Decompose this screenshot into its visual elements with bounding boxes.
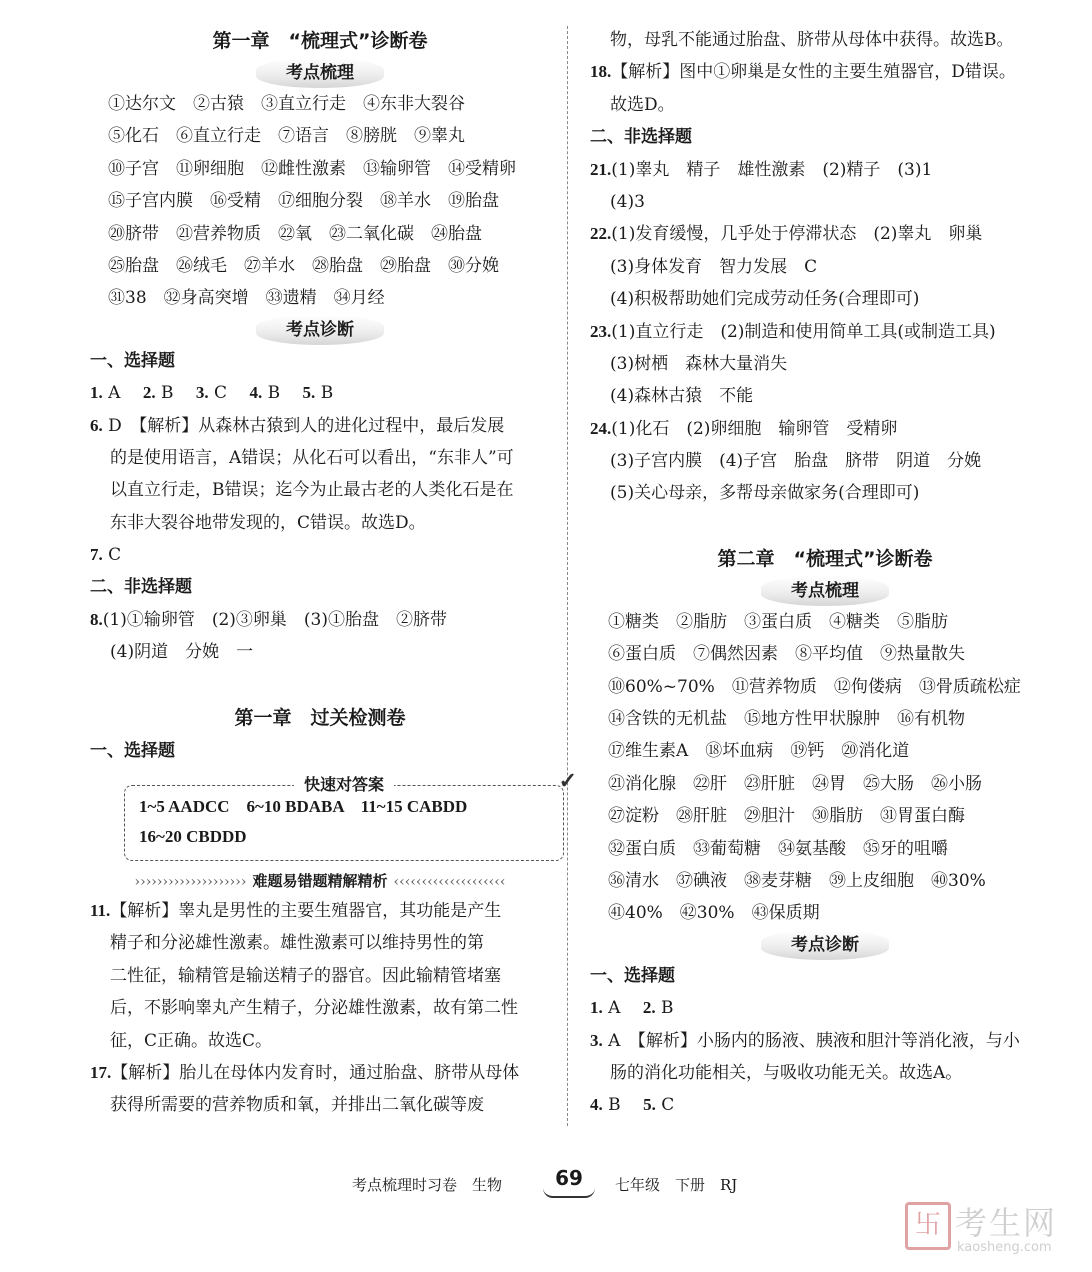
q8-line: (4)阴道 分娩 一	[110, 642, 254, 663]
q11-line: 征，C正确。故选C。	[110, 1030, 273, 1051]
q23-line: 23.(1)直立行走 (2)制造和使用简单工具(或制造工具)	[590, 321, 996, 342]
watermark	[905, 1198, 1075, 1262]
q21-line: 21.(1)睾丸 精子 雄性激素 (2)精子 (3)1	[590, 159, 933, 180]
kp-line: ㉑消化腺 ㉒肝 ㉓肝脏 ㉔胃 ㉕大肠 ㉖小肠	[608, 773, 982, 794]
q24-line: (3)子宫内膜 (4)子宫 胎盘 脐带 阴道 分娩	[610, 451, 982, 472]
kp-line: ㊶40% ㊷30% ㊸保质期	[608, 903, 820, 924]
q3-line: 肠的消化功能相关，与吸收功能无关。故选A。	[610, 1062, 963, 1083]
kp-line: ㉛38 ㉜身高突增 ㉝遗精 ㉞月经	[108, 288, 385, 309]
quick-answers-title: 快速对答案	[294, 772, 394, 795]
q6-line: 6. D 【解析】从森林古猿到人的进化过程中，最后发展	[90, 415, 505, 436]
diag-banner: 考点诊断	[590, 930, 1060, 960]
kp-line: ⑥蛋白质 ⑦偶然因素 ⑧平均值 ⑨热量散失	[608, 644, 965, 665]
q21-line: (4)3	[610, 191, 645, 212]
chapter1-test-title: 第一章 过关检测卷	[234, 706, 406, 729]
q22-line: (4)积极帮助她们完成劳动任务(合理即可)	[610, 289, 920, 310]
right-column	[590, 24, 1060, 1122]
q11-line: 精子和分泌雄性激素。雄性激素可以维持男性的第	[110, 933, 484, 954]
arrows-right-icon: ‹‹‹‹‹‹‹‹‹‹‹‹‹‹‹‹‹‹‹‹	[393, 874, 506, 891]
q17-line: 获得所需要的营养物质和氧，并排出二氧化碳等废	[110, 1095, 484, 1116]
left-column	[90, 24, 577, 1122]
section-heading: 一、选择题	[590, 965, 675, 986]
q7-line: 7. C	[90, 545, 122, 566]
footer-right: 七年级 下册 RJ	[615, 1176, 738, 1194]
q24-line: (5)关心母亲，多帮母亲做家务(合理即可)	[610, 483, 920, 504]
kp-line: ①糖类 ②脂肪 ③蛋白质 ④糖类 ⑤脂肪	[608, 611, 948, 632]
answers-1-2: 1. A 2. B	[590, 998, 674, 1019]
analysis-header	[90, 867, 550, 895]
quick-answers-box	[124, 768, 577, 861]
watermark-name: 考生网	[955, 1204, 1058, 1242]
kp-line: ⑩60%~70% ⑪营养物质 ⑫佝偻病 ⑬骨质疏松症	[608, 676, 1021, 697]
checkmark-icon: ✓	[558, 768, 577, 794]
chapter1-diagnostic-title: 第一章 “梳理式”诊断卷	[212, 30, 428, 52]
q23-line: (3)树栖 森林大量消失	[610, 353, 788, 374]
kp-line: ⑳脐带 ㉑营养物质 ㉒氧 ㉓二氧化碳 ㉔胎盘	[108, 223, 482, 244]
q8-line: 8.(1)①输卵管 (2)③卵巢 (3)①胎盘 ②脐带	[90, 609, 447, 630]
q11-line: 二性征，输精管是输送精子的器官。因此输精管堵塞	[110, 965, 501, 986]
q11-line: 后，不影响睾丸产生精子，分泌雄性激素，故有第二性	[110, 998, 518, 1019]
kp-line: ⑮子宫内膜 ⑯受精 ⑰细胞分裂 ⑱羊水 ⑲胎盘	[108, 191, 499, 212]
answers-1-5: 1. A 2. B 3. C 4. B 5. B	[90, 383, 334, 404]
q3-line: 3. A 【解析】小肠内的肠液、胰液和胆汁等消化液，与小	[590, 1030, 1020, 1051]
quick-answers-line: 16~20 CBDDD	[139, 827, 247, 847]
kp-line: ㉜蛋白质 ㉝葡萄糖 ㉞氨基酸 ㉟牙的咀嚼	[608, 838, 948, 859]
kp-line: ⑰维生素A ⑱坏血病 ⑲钙 ⑳消化道	[608, 741, 910, 762]
chapter2-diagnostic-title: 第二章 “梳理式”诊断卷	[717, 547, 933, 570]
kp-line: ㊱清水 ㊲碘液 ㊳麦芽糖 ㊴上皮细胞 ㊵30%	[608, 870, 986, 891]
kp-line: ⑤化石 ⑥直立行走 ⑦语言 ⑧膀胱 ⑨睾丸	[108, 126, 465, 147]
footer-left: 考点梳理时习卷 生物	[352, 1176, 503, 1194]
section-heading: 一、选择题	[90, 350, 175, 371]
q17-line: 17.【解析】胎儿在母体内发育时，通过胎盘、脐带从母体	[90, 1062, 520, 1083]
page-number: 69	[543, 1166, 595, 1198]
q24-line: 24.(1)化石 (2)卵细胞 输卵管 受精卵	[590, 418, 898, 439]
watermark-logo-icon: 卐	[905, 1202, 951, 1250]
q17-line: 物，母乳不能通过胎盘、脐带从母体中获得。故选B。	[610, 30, 1014, 50]
analysis-title: 难题易错题精解精析	[252, 872, 388, 891]
diag-banner: 考点诊断	[90, 315, 550, 345]
kp-line: ①达尔文 ②古猿 ③直立行走 ④东非大裂谷	[108, 94, 465, 114]
q6-line: 以直立行走，B错误；迄今为止最古老的人类化石是在	[110, 480, 514, 501]
answers-4-5: 4. B 5. C	[590, 1095, 675, 1116]
kp-line: ㉗淀粉 ㉘肝脏 ㉙胆汁 ㉚脂肪 ㉛胃蛋白酶	[608, 806, 965, 827]
q22-line: 22.(1)发育缓慢，几乎处于停滞状态 (2)睾丸 卵巢	[590, 224, 983, 245]
kp-line: ⑩子宫 ⑪卵细胞 ⑫雌性激素 ⑬输卵管 ⑭受精卵	[108, 158, 516, 179]
section-heading: 一、选择题	[90, 740, 175, 761]
section-heading: 二、非选择题	[90, 577, 192, 598]
kp-banner: 考点梳理	[590, 576, 1060, 606]
q22-line: (3)身体发育 智力发展 C	[610, 256, 818, 277]
kp-banner: 考点梳理	[90, 58, 550, 88]
q18-line: 18.【解析】图中①卵巢是女性的主要生殖器官，D错误。	[590, 62, 1016, 83]
q11-line: 11.【解析】睾丸是男性的主要生殖器官，其功能是产生	[90, 901, 502, 922]
column-divider	[567, 26, 568, 1126]
watermark-url: kaosheng.com	[957, 1240, 1052, 1255]
q6-line: 的是使用语言，A错误；从化石可以看出，“东非人”可	[110, 447, 514, 468]
q23-line: (4)森林古猿 不能	[610, 386, 754, 407]
section-heading: 二、非选择题	[590, 127, 692, 148]
quick-answers-line: 1~5 AADCC 6~10 BDABA 11~15 CABDD	[139, 797, 468, 817]
q6-line: 东非大裂谷地带发现的，C错误。故选D。	[110, 512, 426, 533]
q18-line: 故选D。	[610, 94, 675, 115]
kp-line: ㉕胎盘 ㉖绒毛 ㉗羊水 ㉘胎盘 ㉙胎盘 ㉚分娩	[108, 255, 499, 276]
kp-line: ⑭含铁的无机盐 ⑮地方性甲状腺肿 ⑯有机物	[608, 709, 965, 730]
arrows-left-icon: ››››››››››››››››››››	[134, 874, 247, 891]
